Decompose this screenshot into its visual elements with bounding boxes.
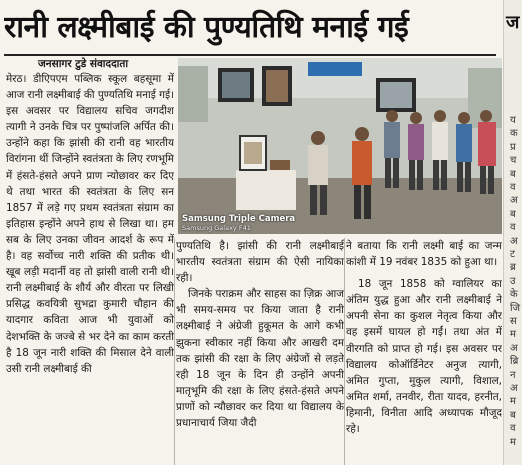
adjacent-text-fragment: अ xyxy=(510,342,518,354)
adjacent-text-fragment: व xyxy=(510,423,516,435)
headline-rule xyxy=(4,54,496,56)
adjacent-text-fragment: य xyxy=(510,115,516,126)
article-column-1 xyxy=(6,71,174,465)
column-3-lead: ने बताया कि रानी लक्ष्मी बाई का जन्म कांशी में 19 नवंबर 1835 को हुआ था। xyxy=(346,240,502,269)
adjacent-text-fragment: ब्रि xyxy=(510,356,519,368)
adjacent-headline-fragment: ज xyxy=(506,12,520,33)
adjacent-text-fragment: म xyxy=(510,329,516,341)
adjacent-text-fragment: ब xyxy=(510,409,516,421)
adjacent-text-fragment: म xyxy=(510,396,516,408)
adjacent-text-fragment: व xyxy=(510,182,516,193)
article-column-3 xyxy=(346,238,502,465)
column-3-text: 18 जून 1858 को ग्वालियर का अंतिम युद्ध हुआ और रानी लक्ष्मीबाई ने अपनी सेना का कुशल नेतृत्व किया और वह इसमें घायल हो गईं। तथा अंत में वीरगति को प्राप्त हो गई। इस अवसर पर विद्यालय कोऑर्डिनेटर अनुज त्यागी, अमित गुप्ता, मुकुल त्यागी, विशाल, अमित शर्मा, तनवीर, रीता यादव, हरनीत, हिमानी, विनीता आदि अध्यापक मौजूद रहे। xyxy=(346,278,502,436)
adjacent-text-fragment: स xyxy=(510,316,517,327)
adjacent-text-fragment: न xyxy=(510,369,516,381)
adjacent-text-fragment: जि xyxy=(510,302,521,314)
adjacent-text-fragment: अ xyxy=(510,235,518,247)
column-1-text: मेरठ। डीएिपएम पब्लिक स्कूल बहसूमा में आज रानी लक्ष्मीबाई की पुण्यतिथि मनाई गई। इस अवसर पर विद्यालय सचिव जगदीश त्यागी ने उनके चित्र पर पुष्पांजलि अर्पित की। उन्होंने कहा कि झांसी की रानी वह भारतीय विरांगना थीं जिन्होंने स्वतंत्रता के लिए रणभूमि में हंसते-हंसते अपने प्राण न्योछावर कर दिए थे तथा भारत की स्वतंत्रता के लिए सन 1857 में लड़े गए प्रथम स्वतंत्रता संग्राम का इतिहास इन्होंने अपने हाथ से लिखा था। हम सब के लिए उनका जीवन आदर्श के रूप में है। वह सर्वोच्च नारी शक्ति की प्रतीक थी। खूब लड़ी मदार्नी वह तो झांसी वाली रानी थी। रानी लक्ष्मीबाई के शौर्य और वीरता पर लिखी प्रसिद्ध कवयित्री सुभद्रा कुमारी चौहान की यादगार कविता आज भी युवाओं को देशभक्ति के जज्बे से भर देने का काम करती है 18 जून नारी शक्ति की मिसाल देने वाली उसी रानी लक्ष्मीबाई की xyxy=(6,73,174,375)
adjacent-text-fragment: प्र xyxy=(510,141,516,153)
article-column-2 xyxy=(176,238,344,465)
adjacent-text-fragment: अ xyxy=(510,195,518,207)
byline: जनसागर टुडे संवाददाता xyxy=(38,58,129,70)
adjacent-text-fragment: व xyxy=(510,222,516,234)
adjacent-text-fragment: ब xyxy=(510,168,516,180)
column-2-lead: पुण्यतिथि है। झांसी की रानी लक्ष्मीबाई भारतीय स्वतंत्रता संग्राम की ऐसी नायिका रही। xyxy=(176,240,344,285)
adjacent-text-fragment: अ xyxy=(510,383,518,394)
headline: रानी लक्ष्मीबाई की पुण्यतिथि मनाई गई xyxy=(4,10,409,45)
photo-caption: Samsung Triple Camera xyxy=(182,214,296,224)
adjacent-text-fragment: ब्र xyxy=(510,262,516,274)
photo-caption-sub: Samsung Galaxy F41 xyxy=(182,224,251,232)
adjacent-text-fragment: च xyxy=(510,155,517,167)
event-photo-illustration xyxy=(178,58,502,234)
adjacent-text-fragment: के xyxy=(510,289,518,301)
adjacent-text-fragment: म xyxy=(510,436,516,448)
adjacent-text-fragment: क xyxy=(510,128,518,140)
event-photo xyxy=(178,58,502,234)
adjacent-text-fragment: ट xyxy=(510,249,516,260)
column-2-text: जिनके पराक्रम और साहस का ज़िक्र आज भी समय-समय पर किया जाता है रानी लक्ष्मीबाई ने अंग्रेजी हुकूमत के आगे कभी झुकना स्वीकार नहीं किया और आखरी दम तक झांसी की रक्षा के लिए अंग्रेजों से लड़ते रही 18 जून के दिन ही उन्होंने अपनी मातृभूमि की रक्षा के लिए हंसते-हंसते अपने प्राणों को न्यौछावर कर दिया था विद्यालय के प्रधानाचार्य जिया जैदी xyxy=(176,288,344,430)
adjacent-text-fragment: उ xyxy=(510,275,516,287)
adjacent-text-fragment: ब xyxy=(510,208,516,220)
column-divider xyxy=(344,238,345,465)
column-divider xyxy=(174,238,175,465)
